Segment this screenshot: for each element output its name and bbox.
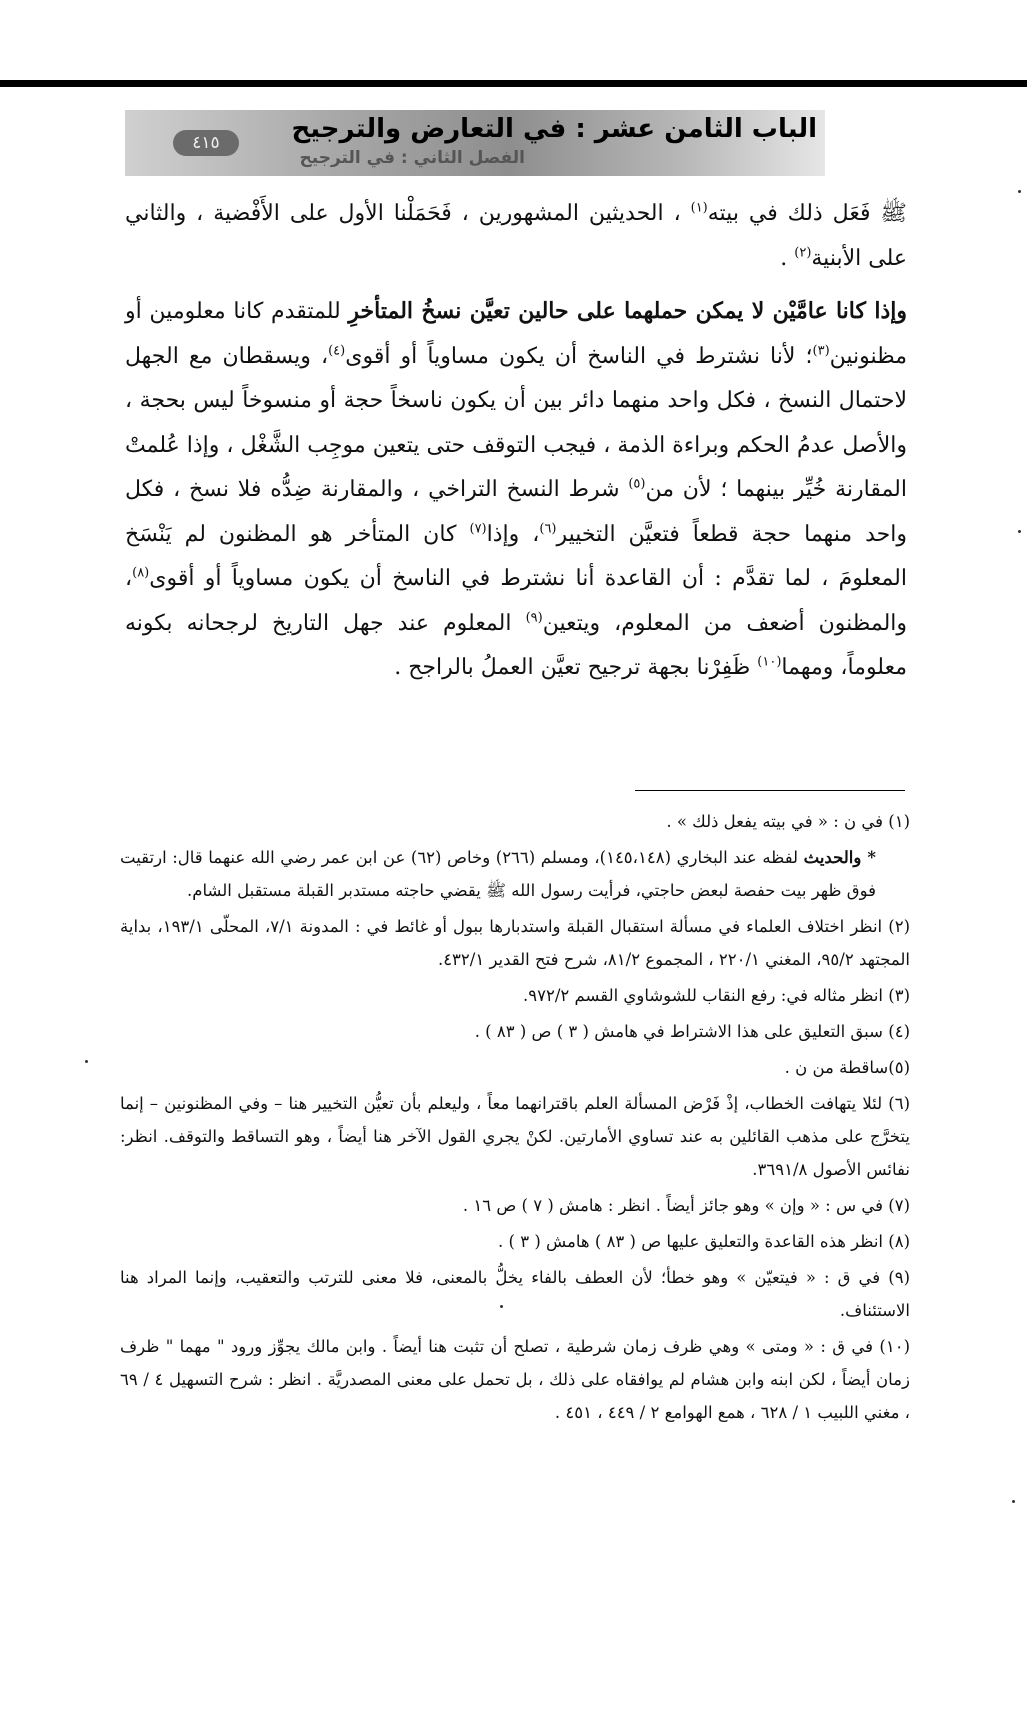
footnote-marker-1: (١) bbox=[690, 200, 708, 216]
footnote-marker-10: (١٠) bbox=[757, 654, 782, 670]
footnote-9: (٩) في ق : « فيتعيّن » وهو خطأ؛ لأن العطف بالفاء يخلُّ بالمعنى، فلا معنى للترتب والتعقيب، وإنما المراد هنا الاستئناف. bbox=[120, 1268, 910, 1320]
footnote-marker-3: (٣) bbox=[812, 343, 830, 359]
footnote-3: (٣) انظر مثاله في: رفع النقاب للشوشاوي القسم ٩٧٢/٢. bbox=[523, 986, 910, 1005]
footnote-5: (٥)ساقطة من ن . bbox=[784, 1058, 910, 1077]
footnote-marker-7: (٧) bbox=[469, 521, 487, 537]
footnote-marker-8: (٨) bbox=[132, 565, 150, 581]
top-rule bbox=[0, 80, 1027, 87]
scan-speck bbox=[1018, 190, 1021, 193]
main-text bbox=[125, 192, 907, 691]
footnote-4: (٤) سبق التعليق على هذا الاشتراط في هامش ( ٣ ) ص ( ٨٣ ) . bbox=[474, 1022, 910, 1041]
section-subtitle: الفصل الثاني : في الترجيح bbox=[299, 148, 525, 168]
scan-speck bbox=[85, 1060, 88, 1063]
running-header bbox=[125, 110, 825, 176]
footnote-marker-2: (٢) bbox=[794, 245, 812, 261]
footnote-marker-6: (٦) bbox=[539, 521, 557, 537]
footnote-marker-4: (٤) bbox=[328, 343, 346, 359]
scan-speck bbox=[1018, 530, 1021, 533]
chapter-title: الباب الثامن عشر : في التعارض والترجيح bbox=[291, 114, 817, 144]
paragraph-2: وإذا كانا عامَّيْن لا يمكن حملهما على حالين تعيَّن نسخُ المتأخرِ للمتقدم كانا معلومين أو مظنونين$^{(٣)}$؛ لأنا نشترط في الناسخ أن يكون مساوياً أو أقوى$^{(٤)}$، ويسقطان مع الجهل لاحتمال النسخ ، فكل واحد منهما دائر بين أن يكون ناسخاً حجة أو منسوخاً ليس بحجة ، والأصل عدمُ الحكم وبراءة الذمة ، فيجب التوقف حتى يتعين موجِب الشَّغْل ، وإذا عُلمتْ المقارنة خُيِّر بينهما ؛ لأن من$^{(٥)}$ شرط النسخ التراخي ، والمقارنة ضِدُّه فلا نسخ ، فكل واحد منهما حجة قطعاً فتعيَّن التخيير$^{(٦)}$، وإذا$^{(٧)}$ كان المتأخر هو المظنون لم يَنْسَخ المعلومَ ، لما تقدَّم : أن القاعدة أنا نشترط في الناسخ أن يكون مساوياً أو أقوى$^{(٨)}$، والمظنون أضعف من المعلوم، ويتعين$^{(٩)}$ المعلوم عند جهل التاريخ لرجحانه بكونه معلوماً، ومهما$^{(١٠)}$ ظَفِرْنا بجهة ترجيح تعيَّن العملُ بالراجح . bbox=[125, 298, 908, 680]
footnote-7: (٧) في س : « وإن » وهو جائز أيضاً . انظر : هامش ( ٧ ) ص ١٦ . bbox=[462, 1196, 910, 1215]
scan-speck bbox=[1012, 1500, 1015, 1503]
footnote-marker-9: (٩) bbox=[525, 610, 543, 626]
page-number: ٤١٥ bbox=[173, 130, 239, 156]
paragraph-1: ﷺ فَعَل ذلك في بيته$^{(١)}$ ، الحديثين المشهورين ، فَحَمَلْنا الأول على الأَفْضية ، والثاني على الأبنية$^{(٢)}$ . bbox=[125, 200, 907, 271]
scan-speck bbox=[500, 1305, 503, 1308]
footnotes bbox=[120, 805, 910, 1432]
footnote-divider bbox=[635, 790, 905, 791]
footnote-8: (٨) انظر هذه القاعدة والتعليق عليها ص ( ٨٣ ) هامش ( ٣ ) . bbox=[498, 1232, 910, 1251]
paragraph-lead: وإذا كانا عامَّيْن لا يمكن حملهما على حالين تعيَّن نسخُ المتأخرِ bbox=[348, 298, 907, 324]
footnote-2: (٢) انظر اختلاف العلماء في مسألة استقبال القبلة واستدبارها ببول أو غائط في : المدونة ٧/١، المحلّى ١٩٣/١، بداية المجتهد ٩٥/٢، المغني ٢٢٠/١ ، المجموع ٨١/٢، شرح فتح القدير ٤٣٢/١. bbox=[120, 917, 910, 969]
footnote-6: (٦) لئلا يتهافت الخطاب، إذْ فَرْض المسألة العلم باقترانهما معاً ، وليعلم بأن تعيُّن التخيير هنا – وفي المظنونين – إنما يتخرَّج على مذهب القائلين به عند تساوي الأمارتين. لكنْ يجري القول الآخر هنا أيضاً ، وهو التساقط والتوقف. انظر: نفائس الأصول ٣٦٩١/٨. bbox=[120, 1094, 910, 1179]
footnote-marker-5: (٥) bbox=[628, 476, 646, 492]
footnote-10: (١٠) في ق : « ومتى » وهي ظرف زمان شرطية ، تصلح أن تثبت هنا أيضاً . وابن مالك يجوِّز ورود " مهما " ظرف زمان أيضاً ، لكن ابنه وابن هشام لم يوافقاه على ذلك ، بل تحمل على معنى المصدريَّة . انظر : شرح التسهيل ٤ / ٦٩ ، مغني اللبيب ١ / ٦٢٨ ، همع الهوامع ٢ / ٤٤٩ ، ٤٥١ . bbox=[120, 1337, 910, 1422]
footnote-1: (١) في ن : « في بيته يفعل ذلك » . bbox=[666, 812, 910, 831]
footnote-1-note: * والحديث لفظه عند البخاري (١٤٥،١٤٨)، ومسلم (٢٦٦) وخاص (٦٢) عن ابن عمر رضي الله عنهما قال: ارتقيت فوق ظهر بيت حفصة لبعض حاجتي، فرأيت رسول الله ﷺ يقضي حاجته مستدبر القبلة مستقبل الشام. bbox=[120, 848, 877, 900]
